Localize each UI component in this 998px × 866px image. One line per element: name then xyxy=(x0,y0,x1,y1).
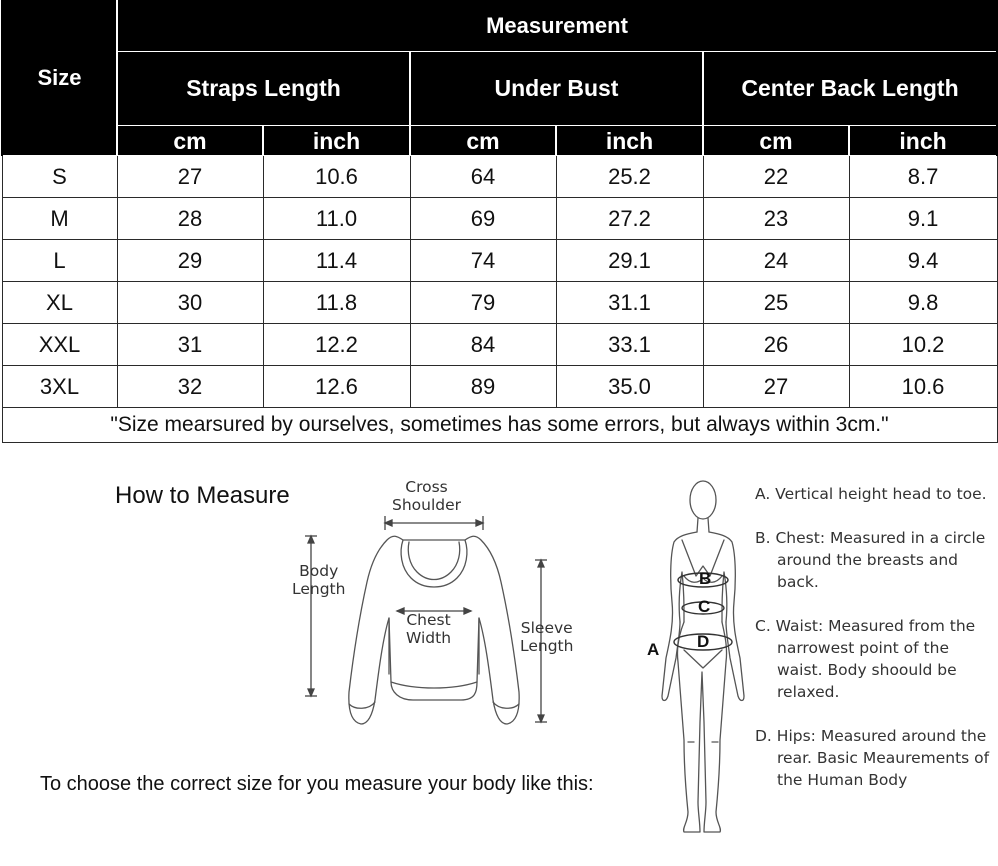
table-cell: 11.0 xyxy=(263,198,410,240)
table-cell: 74 xyxy=(410,240,556,282)
table-cell: 27 xyxy=(703,366,849,408)
size-cell: 3XL xyxy=(2,366,117,408)
size-cell: L xyxy=(2,240,117,282)
note-hips: D. Hips: Measured around the rear. Basic Meaurements of the Human Body xyxy=(755,727,990,789)
note-vertical-height: A. Vertical height head to toe. xyxy=(755,485,987,503)
unit-header: inch xyxy=(263,126,410,156)
size-disclaimer-note: "Size mearsured by ourselves, sometimes has some errors, but always within 3cm." xyxy=(2,408,997,443)
table-cell: 29.1 xyxy=(556,240,703,282)
table-cell: 8.7 xyxy=(849,156,997,198)
body-letter-b: B xyxy=(699,569,712,588)
measurement-notes xyxy=(755,483,990,791)
table-cell: 27 xyxy=(117,156,263,198)
size-cell: XL xyxy=(2,282,117,324)
table-cell: 84 xyxy=(410,324,556,366)
size-chart-table xyxy=(1,0,998,443)
table-cell: 64 xyxy=(410,156,556,198)
group-header-center-back-length: Center Back Length xyxy=(703,52,997,126)
group-header-under-bust: Under Bust xyxy=(410,52,703,126)
how-to-measure-title: How to Measure xyxy=(115,482,290,509)
table-row xyxy=(2,282,997,324)
table-cell: 23 xyxy=(703,198,849,240)
choose-size-instruction: To choose the correct size for you measure your body like this: xyxy=(40,773,594,795)
size-column-header: Size xyxy=(2,1,117,156)
table-cell: 32 xyxy=(117,366,263,408)
unit-header: cm xyxy=(703,126,849,156)
table-row xyxy=(2,324,997,366)
table-cell: 12.2 xyxy=(263,324,410,366)
table-cell: 28 xyxy=(117,198,263,240)
table-cell: 9.4 xyxy=(849,240,997,282)
unit-header: cm xyxy=(117,126,263,156)
table-cell: 69 xyxy=(410,198,556,240)
table-cell: 89 xyxy=(410,366,556,408)
table-cell: 22 xyxy=(703,156,849,198)
table-cell: 31.1 xyxy=(556,282,703,324)
table-cell: 9.8 xyxy=(849,282,997,324)
body-letter-d: D xyxy=(697,632,710,651)
measurement-header: Measurement xyxy=(117,1,997,52)
table-note-row xyxy=(2,408,997,443)
unit-header: cm xyxy=(410,126,556,156)
table-cell: 11.8 xyxy=(263,282,410,324)
table-cell: 30 xyxy=(117,282,263,324)
sweater-measurement-illustration xyxy=(285,478,585,730)
table-row xyxy=(2,240,997,282)
table-cell: 29 xyxy=(117,240,263,282)
table-cell: 79 xyxy=(410,282,556,324)
size-cell: XXL xyxy=(2,324,117,366)
unit-header: inch xyxy=(556,126,703,156)
table-cell: 27.2 xyxy=(556,198,703,240)
table-cell: 10.6 xyxy=(263,156,410,198)
chest-width-label: Chest Width xyxy=(406,611,452,647)
body-letter-c: C xyxy=(698,597,711,616)
sleeve-length-label: Sleeve Length xyxy=(520,619,574,655)
note-chest: B. Chest: Measured in a circle around the breasts and back. xyxy=(755,529,986,591)
size-cell: S xyxy=(2,156,117,198)
table-cell: 31 xyxy=(117,324,263,366)
table-cell: 9.1 xyxy=(849,198,997,240)
table-row xyxy=(2,156,997,198)
unit-header: inch xyxy=(849,126,997,156)
size-cell: M xyxy=(2,198,117,240)
cross-shoulder-label: Cross Shoulder xyxy=(392,478,462,514)
table-cell: 25 xyxy=(703,282,849,324)
table-cell: 10.6 xyxy=(849,366,997,408)
table-cell: 24 xyxy=(703,240,849,282)
table-cell: 25.2 xyxy=(556,156,703,198)
table-cell: 26 xyxy=(703,324,849,366)
body-letter-a: A xyxy=(647,640,660,659)
note-waist: C. Waist: Measured from the narrowest point of the waist. Body shoould be relaxed. xyxy=(755,617,976,701)
group-header-straps-length: Straps Length xyxy=(117,52,410,126)
table-cell: 11.4 xyxy=(263,240,410,282)
table-cell: 10.2 xyxy=(849,324,997,366)
table-cell: 35.0 xyxy=(556,366,703,408)
table-cell: 12.6 xyxy=(263,366,410,408)
body-length-label: Body Length xyxy=(292,562,346,598)
table-row xyxy=(2,198,997,240)
table-row xyxy=(2,366,997,408)
table-cell: 33.1 xyxy=(556,324,703,366)
